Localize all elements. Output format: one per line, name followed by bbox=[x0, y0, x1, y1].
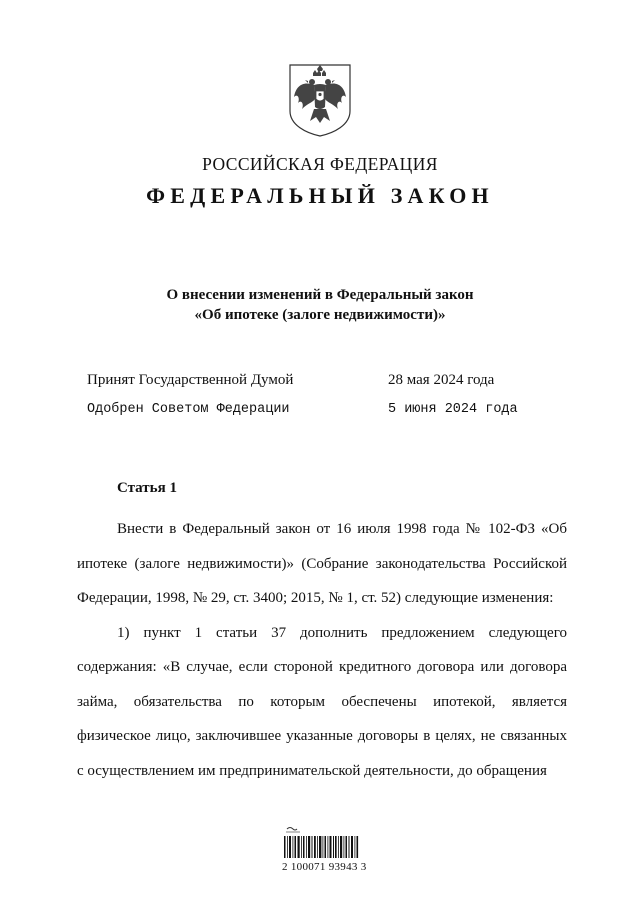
council-approval-date: 5 июня 2024 года bbox=[388, 402, 518, 417]
article-paragraph-1: Внести в Федеральный закон от 16 июля 1998 года № 102-ФЗ «Об ипотеке (залоге недвижимости)» (Собрание законодательства Российской Федерации, 1998, № 29, ст. 3400; 2015, № 1, ст. 52) следующие изменения: bbox=[77, 521, 567, 606]
law-subject-line1: О внесении изменений в Федеральный закон bbox=[166, 287, 474, 303]
council-approval-label: Одобрен Советом Федерации bbox=[87, 402, 290, 417]
duma-adoption-label: Принят Государственной Думой bbox=[87, 372, 294, 388]
law-subject-line2: «Об ипотеке (залоге недвижимости)» bbox=[194, 307, 446, 323]
article-paragraph-2: 1) пункт 1 статьи 37 дополнить предложением следующего содержания: «В случае, если стороной кредитного договора или договора займа, обязательства по которым обеспечены ипотекой, является физическое лицо, заключившее указанные договоры в целях, не связанных с осуществлением им предпринимательской деятельности, до обращения bbox=[77, 624, 567, 779]
law-type-heading: ФЕДЕРАЛЬНЫЙ ЗАКОН bbox=[146, 183, 494, 208]
article-body bbox=[77, 512, 567, 788]
coat-of-arms-icon bbox=[288, 63, 352, 137]
duma-adoption-date: 28 мая 2024 года bbox=[388, 372, 495, 388]
law-subject bbox=[0, 285, 640, 325]
article-title: Статья 1 bbox=[117, 480, 177, 496]
barcode-number: 2 100071 93943 3 bbox=[282, 861, 367, 873]
country-name: РОССИЙСКАЯ ФЕДЕРАЦИЯ bbox=[202, 154, 438, 174]
